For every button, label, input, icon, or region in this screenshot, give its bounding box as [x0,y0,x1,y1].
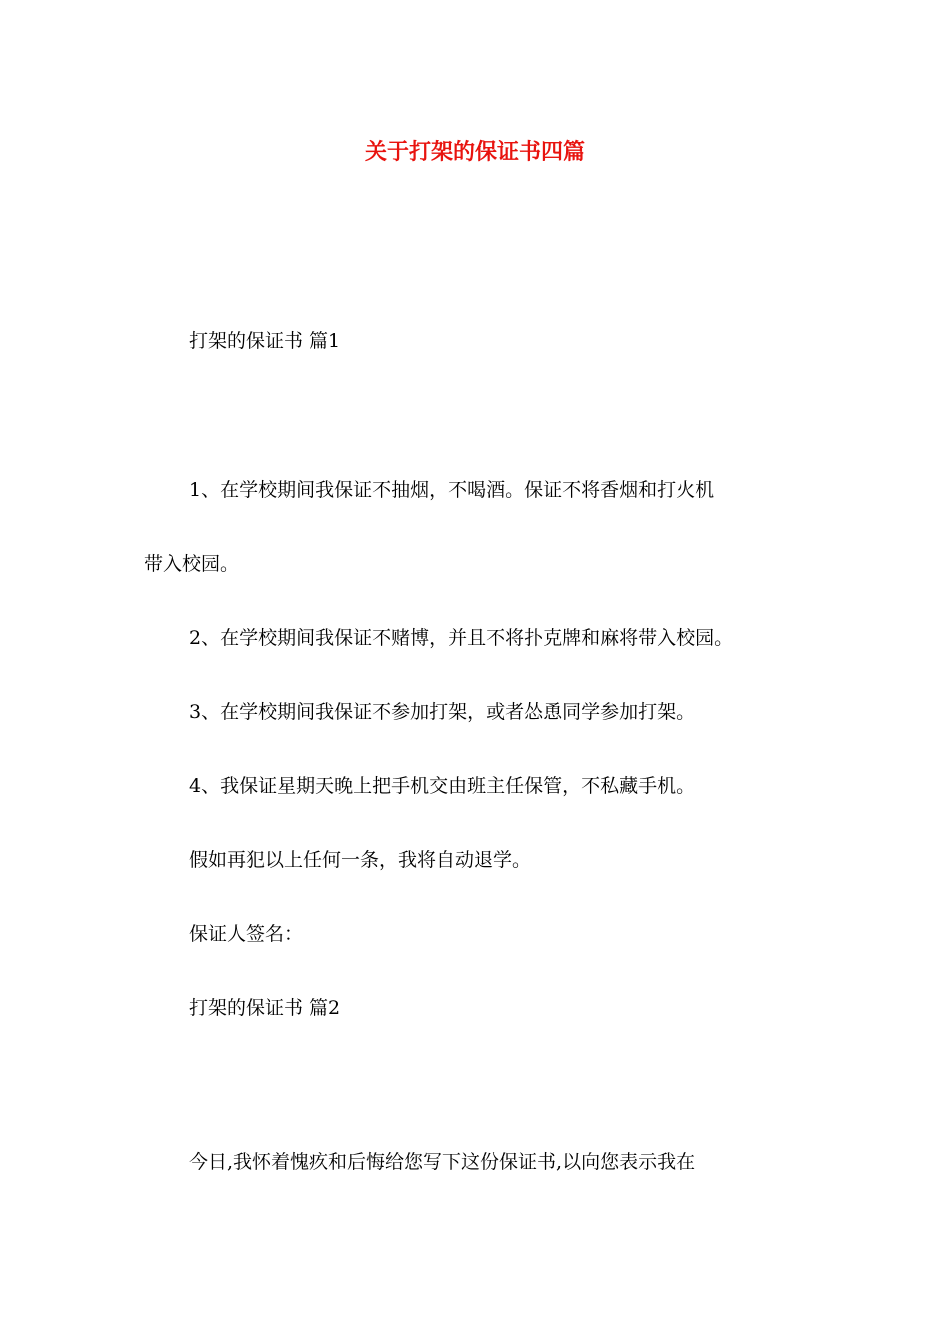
paragraph-line: 今日,我怀着愧疚和后悔给您写下这份保证书,以向您表示我在 [189,1151,696,1173]
paragraph-line: 带入校园。 [144,553,240,575]
signature-label: 保证人签名： [189,923,304,945]
section-heading-1: 打架的保证书 篇1 [189,330,341,352]
document-title: 关于打架的保证书四篇 [364,139,585,165]
section-heading-2: 打架的保证书 篇2 [189,997,341,1019]
paragraph-line: 2、在学校期间我保证不赌博，并且不将扑克牌和麻将带入校园。 [189,627,734,649]
paragraph-line: 1、在学校期间我保证不抽烟，不喝酒。保证不将香烟和打火机 [189,479,715,501]
paragraph-line: 3、在学校期间我保证不参加打架，或者怂恿同学参加打架。 [189,701,696,723]
paragraph-line: 4、我保证星期天晚上把手机交由班主任保管，不私藏手机。 [189,775,696,797]
paragraph-line: 假如再犯以上任何一条，我将自动退学。 [189,849,532,871]
